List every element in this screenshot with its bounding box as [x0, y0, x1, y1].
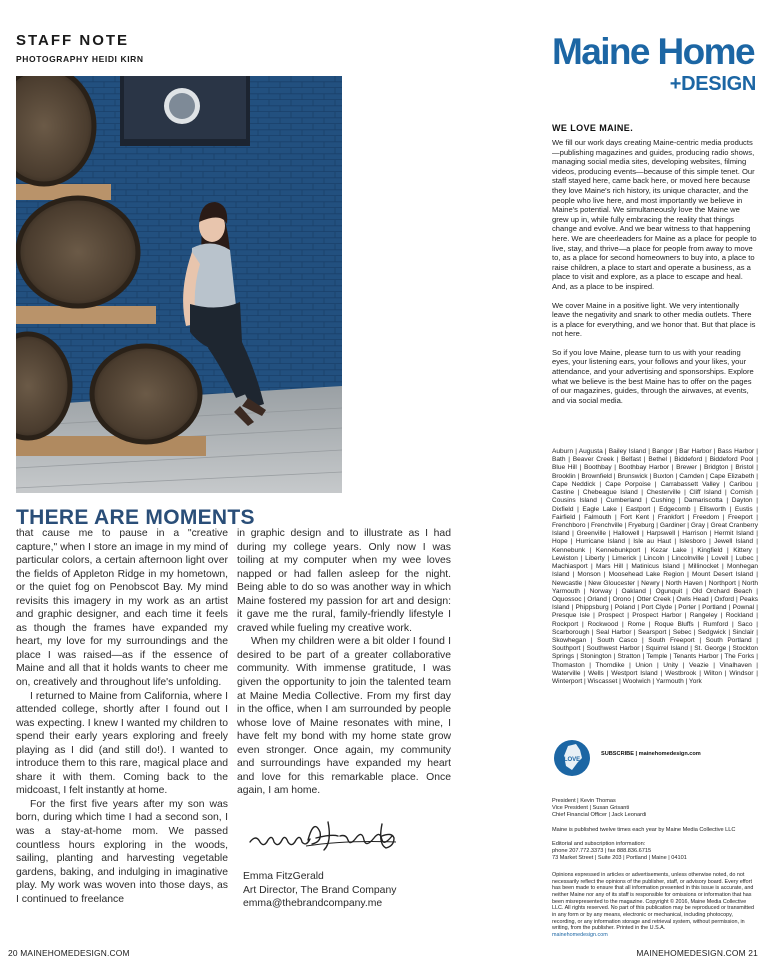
staff-line: Chief Financial Officer | Jack Leonardi — [552, 812, 647, 819]
staff-line: Vice President | Susan Grisanti — [552, 805, 630, 812]
disclaimer-text: Opinions expressed in articles or advertisements, unless otherwise noted, do not necessarily reflect the opinions of the publisher, staff, or advisory board. Every effort has been made to ensure that all information presented in this issue is accurate, and neither Maine nor any of its staff is responsible for omissions or information that has been misrepresented to the magazine. Copyright © 2016, Maine Media Collective LLC. All rights reserved. No part of this publication may be reproduced or transmitted in any form or by any means, electronic or mechanical, including photocopy, recording, or any information storage and retrieval system, without permission, in writing, from the publisher. Printed in the U.S.A. — [552, 872, 754, 932]
author-email[interactable]: emma@thebrandcompany.me — [243, 898, 383, 910]
article-column-2 — [237, 527, 451, 798]
subscribe-block[interactable] — [552, 737, 758, 777]
disclaimer-link[interactable]: mainehomedesign.com — [552, 931, 608, 938]
town-list: Auburn | Augusta | Bailey Island | Bangor | Bar Harbor | Bass Harbor | Bath | Beaver Creek | Belfast | Bethel | Biddeford | Biddeford Pool | Blue Hill | Boothbay | Boothbay Harbor | Brewer | Bridgton | Bristol | Brooklin | Brownfield | Brunswick | Buxton | Camden | Cape Elizabeth | Cape Neddick | Cape Porpoise | Carrabassett Valley | Caribou | Castine | Chebeague Island | Chesterville | Cliff Island | Cornish | Cousins Island | Cumberland | Cushing | Damariscotta | Dayton | Dixfield | Eagle Lake | Eastport | Edgecomb | Ellsworth | Eustis | Fairfield | Falmouth | Fort Kent | Frankfort | Freedom | Freeport | Frenchboro | Frenchville | Fryeburg | Gardiner | Gray | Great Cranberry Island | Greenville | Hallowell | Harpswell | Harrison | Hermit Island | Hope | Hurricane Island | Isle au Haut | Islesboro | Jewell Island | Kennebunk | Kennebunkport | Kezar Lake | Kingfield | Kittery | Lewiston | Liberty | Limerick | Lincoln | Lincolnville | Lovell | Lubec | Machiasport | Mars Hill | Matinicus Island | Millinocket | Monhegan Island | Monson | Moosehead Lake Region | Mount Desert Island | Newcastle | New Gloucester | Newry | North Haven | Northport | North Yarmouth | Norway | Oakland | Ogunquit | Old Orchard Beach | Oquossoc | Orland | Orono | Otter Creek | Owls Head | Oxford | Peaks Island | Phippsburg | Poland | Port Clyde | Porter | Portland | Pownal | Presque Isle | Prospect | Prospect Harbor | Rangeley | Rockland | Rockport | Rockwood | Rome | Roque Bluffs | Rumford | Saco | Scarborough | Seal Harbor | Searsport | Sebec | Sedgwick | Sinclair | Skowhegan | South Casco | South Freeport | South Portland | Southport | Southwest Harbor | Squirrel Island | St. George | Stockton Springs | Stonington | Stratton | Temple | Tenants Harbor | The Forks | Thomaston | Thorndike | Union | Unity | Veazie | Vinalhaven | Waterville | Wells | Westport Island | Westbrook | Wilton | Windsor | Winterport | Wiscasset | Woolwich | Yarmouth | York — [552, 448, 758, 686]
phone-line: phone 207.772.3373 | fax 888.836.6715 — [552, 848, 652, 855]
mission-paragraph: We fill our work days creating Maine-centric media products—publishing magazines and guides, producing radio shows, managing social media sites, developing websites, filming videos, producing events—because of this simple tenet. Our staff stayed here, came back here, or moved here because they love Maine's rich history, its unique character, and the people who live here, and most importantly we believe in Maine's potential. We simultaneously love the Maine we grew up in, while fully embracing the reality that things change and evolve. And we bear witness to that happening here. We are cheerleaders for Maine as a place for people to live, stay, and thrive—a place for people from away to move to, as a place for second homeowners to buy into, a place to raise children, a place to start and operate a business, as a place to visit and explore, as a place to escape and heal. And, as a place to be inspired. — [552, 138, 757, 291]
published-note: Maine is published twelve times each year by Maine Media Collective LLC — [552, 826, 736, 833]
folio-right: MAINEHOMEDESIGN.COM 21 — [636, 948, 758, 958]
article-headline: THERE ARE MOMENTS — [16, 506, 255, 529]
section-label: STAFF NOTE — [16, 32, 130, 49]
paragraph: that cause me to pause in a "creative capture," when I store an image in my mind of particular colors, a certain afternoon light over the fields of Appleton Ridge in my hometown, or the quiet fog on Penobscot Bay. My mind revisits this imagery in my work as an artist and graphic designer, and each time it feels as though the frames have expanded my heart, my love for my surroundings and the place I was raised—as if the essence of Maine and all that it holds wants to cheer me on, creatively and throughout life's unfolding. — [16, 528, 228, 689]
subscribe-link[interactable]: SUBSCRIBE | mainehomedesign.com — [601, 751, 701, 757]
author-name: Emma FitzGerald — [243, 871, 324, 882]
photo-credit: PHOTOGRAPHY HEIDI KIRN — [16, 54, 144, 64]
brand-logo — [552, 32, 758, 102]
mission-paragraph: We cover Maine in a positive light. We very intentionally leave the negativity and snark to other media outlets. There is a place for everything, and we honor that. But that place is not here. — [552, 300, 756, 339]
staff-listing — [552, 798, 758, 862]
mission-paragraph: So if you love Maine, please turn to us with your reading eyes, your listening ears, your follows and your likes, your attendance, and your advertising and sponsorships. Explore what we believe is the best Maine has to offer on the pages of our magazines, guides, through the airwaves, at events, and via social media. — [552, 347, 754, 405]
paragraph: I returned to Maine from California, where I attended college, shortly after I found out I was expecting. I knew I wanted my children to spend their early years exploring and freely playing as I did (and still do!). I wanted to introduce them to this rare, magical place and share it with them. Coming back to the midcoast, I felt instantly at home. — [16, 690, 228, 797]
logo-main: Maine Home — [552, 31, 754, 72]
author-byline — [243, 870, 396, 911]
photo-illustration — [16, 76, 342, 493]
mission-statement — [552, 138, 758, 405]
legal-disclaimer — [552, 872, 758, 939]
article-column-1 — [16, 527, 228, 906]
folio-left: 20 MAINEHOMEDESIGN.COM — [8, 948, 130, 958]
staff-line: President | Kevin Thomas — [552, 798, 616, 804]
author-photo — [16, 76, 342, 493]
address-line: 73 Market Street | Suite 203 | Portland | Maine | 04101 — [552, 855, 687, 862]
editorial-heading: Editorial and subscription information: — [552, 840, 646, 847]
mission-heading: WE LOVE MAINE. — [552, 123, 634, 133]
love-badge-text: LOVE — [563, 757, 581, 763]
paragraph: For the first five years after my son was born, during which time I had a second son, I was a stay-at-home mom. We passed countless hours exploring in the woods, sailing, planting and harvesting vegetable gardens, baking, and indulging in imaginative play. My work was woven into those days, as I continued to freelance — [16, 798, 228, 905]
paragraph: in graphic design and to illustrate as I had during my college years. Only now I was toiling at my computer when my wee loves napped or had fallen asleep for the night. Being able to do so was another way in which Maine fostered my passion for art and design: it gave me the rural, family-friendly lifestyle I craved while fueling my creative work. — [237, 528, 451, 634]
logo-sub: +DESIGN — [669, 73, 756, 95]
author-signature — [246, 812, 416, 858]
author-title: Art Director, The Brand Company — [243, 884, 397, 896]
maine-love-icon — [552, 737, 596, 777]
paragraph: When my children were a bit older I found I desired to be part of a greater collaborative community. With immense gratitude, I was given the opportunity to join the talented team at Maine Media Collective. From my first day in the office, when I am surrounded by people whose love of Maine resonates with mine, I have felt my bond with my home state grow even stronger. Once again, my community and surroundings have expanded my heart and love for this remarkable place. Once again, I am home. — [237, 636, 451, 797]
masthead — [552, 32, 758, 102]
staff-note-header — [16, 32, 526, 64]
